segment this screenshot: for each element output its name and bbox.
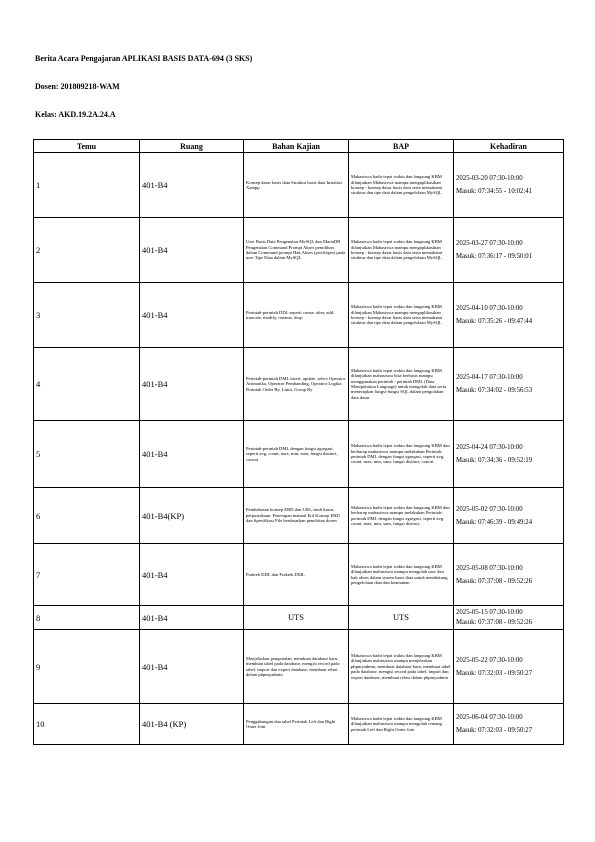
column-header-topic: Bahan Kajian (244, 140, 349, 153)
table-header-row (34, 140, 564, 153)
lecturer-label: Dosen: 201809218-WAM (35, 82, 120, 91)
attendance-text: Masuk: 07:34:55 - 10:02:41 (456, 188, 533, 195)
topic-cell: Konsep dasar basis data Struktur basis data Instalasi Xampp (244, 153, 349, 218)
attendance-cell (454, 630, 564, 704)
column-header-bap: BAP (349, 140, 454, 153)
bap-cell: Mahasiswa hadir tepat waktu dan langsung KBM dan berharap mahasiswa mampu melakukan Perintah-perintah DML dengan fungsi agregasi, seperti avg, count, max, min, sum, fungsi distinct, (349, 488, 454, 544)
column-header-attendance: Kehadiran (454, 140, 564, 153)
meeting-number: 1 (34, 153, 140, 218)
bap-cell: Mahasiswa hadir tepat waktu dan langsung KBM dilanjutkan mahasiswa bisa berbasis mampu menggunakan perintah - perintah DML (Data Manipulation Language) untuk mengolah data serta menerapkan fungsi-fungsi SQL dalam pengolahan data dasar (349, 348, 454, 421)
topic-cell: Perintah-perintah DML dengan fungsi agregasi, seperti avg, count, max, min, sum, fungsi distinct, concat (244, 421, 349, 488)
room-cell: 401-B4 (140, 544, 244, 606)
table-row (34, 488, 564, 544)
topic-cell: UTS (244, 606, 349, 630)
schedule-text: 2025-04-24 07:30-10:00 (456, 444, 523, 451)
bap-cell: Mahasiswa hadir tepat waktu dan langsung KBM dilanjutkan Mahasiswa mampu mengaplikasikan konsep - konsep dasar basis data serta memahami struktur dan tipe data dalam pengelolaan MySQL (349, 153, 454, 218)
attendance-cell (454, 283, 564, 348)
bap-cell: Mahasiswa hadir tepat waktu dan langsung KBM dilanjutkan Mahasiswa mampu mengaplikasikan konsep - konsep dasar basis data serta memahami struktur dan tipe data dalam pengelolaan MySQL (349, 283, 454, 348)
class-label: Kelas: AKD.19.2A.24.A (35, 110, 116, 119)
schedule-text: 2025-03-20 07:30-10:00 (456, 175, 523, 182)
teaching-report-table (33, 139, 564, 745)
meeting-number: 6 (34, 488, 140, 544)
table-row (34, 421, 564, 488)
attendance-cell (454, 704, 564, 745)
attendance-cell (454, 348, 564, 421)
table-row (34, 218, 564, 283)
meeting-number: 9 (34, 630, 140, 704)
schedule-text: 2025-03-27 07:30-10:00 (456, 240, 523, 247)
topic-cell: Penggabungan dua tabel Perintah Left dan Right Outer Join (244, 704, 349, 745)
room-cell: 401-B4 (140, 606, 244, 630)
meeting-number: 7 (34, 544, 140, 606)
bap-cell: Mahasiswa hadir tepat waktu dan langsung KBM dilanjutkan mahasiswa mampu mengolah tentang perintah Left dan Right Outer Join (349, 704, 454, 745)
meeting-number: 8 (34, 606, 140, 630)
schedule-text: 2025-05-08 07:30-10:00 (456, 564, 523, 572)
table-row (34, 283, 564, 348)
schedule-text: 2025-04-10 07:30-10:00 (456, 305, 523, 312)
column-header-meeting: Temu (34, 140, 140, 153)
meeting-number: 10 (34, 704, 140, 745)
topic-cell: Praktek DDL dan Praktek DML (244, 544, 349, 606)
table-row (34, 704, 564, 745)
bap-cell: Mahasiswa hadir tepat waktu dan langsung KBM dilanjutkan Mahasiswa mampu mengaplikasikan konsep - konsep dasar basis data serta memahami struktur dan tipe data dalam pengelolaan MySQL (349, 218, 454, 283)
schedule-text: 2025-06-04 07:30-10:00 (456, 714, 523, 721)
bap-cell: Mahasiswa hadir tepat waktu dan langsung KBM dilanjutkan mahasiswa mampu menjelaskan phpmyadmin, membuat database baru, membuat tabel pada database, mengisi record pada tabel, import dan export database, membuat relasi dalam phpmyadmin (349, 630, 454, 704)
room-cell: 401-B4 (140, 630, 244, 704)
room-cell: 401-B4 (140, 421, 244, 488)
attendance-text: Masuk: 07:35:26 - 09:47:44 (456, 318, 533, 325)
table-row (34, 606, 564, 630)
attendance-text: Masuk: 07:37:08 - 09:52:26 (456, 577, 533, 585)
schedule-text: 2025-04-17 07:30-10:00 (456, 374, 523, 381)
topic-cell: Perintah-perintah DML insert, update, select Operator Aritmatika, Operator Pembanding, Operator Logika Perintah Order By, Limit, Group By (244, 348, 349, 421)
room-cell: 401-B4 (140, 283, 244, 348)
topic-cell: Pembahasan konsep ERD dan LRS, studi kasus perpustakaan. Penerapan manual Erd Konsep ERD dan Spesifikasi File berdasarkan penelitian dosen (244, 488, 349, 544)
document-title: Berita Acara Pengajaran APLIKASI BASIS DATA-694 (3 SKS) (35, 54, 253, 63)
room-cell: 401-B4 (140, 348, 244, 421)
table-row (34, 153, 564, 218)
schedule-text: 2025-05-22 07:30-10:00 (456, 656, 523, 664)
attendance-cell (454, 544, 564, 606)
topic-cell: Perintah-perintah DDL seperti create, alter, add, truncate, modify, rename, drop (244, 283, 349, 348)
schedule-text: 2025-05-15 07:30-10:00 (456, 608, 523, 616)
schedule-text: 2025-05-02 07:30-10:00 (456, 505, 523, 513)
attendance-text: Masuk: 07:32:03 - 09:50:27 (456, 669, 533, 677)
attendance-cell (454, 606, 564, 630)
attendance-cell (454, 421, 564, 488)
bap-cell: UTS (349, 606, 454, 630)
room-cell: 401-B4 (140, 153, 244, 218)
attendance-text: Masuk: 07:37:08 - 09:52:26 (456, 618, 533, 626)
attendance-text: Masuk: 07:34:36 - 09:52:19 (456, 457, 533, 464)
attendance-cell (454, 488, 564, 544)
room-cell: 401-B4 (140, 218, 244, 283)
attendance-text: Masuk: 07:34:02 - 09:56:53 (456, 387, 533, 394)
meeting-number: 5 (34, 421, 140, 488)
room-cell: 401-B4 (KP) (140, 704, 244, 745)
table-row (34, 544, 564, 606)
meeting-number: 3 (34, 283, 140, 348)
table-row (34, 348, 564, 421)
attendance-text: Masuk: 07:32:03 - 09:50:27 (456, 727, 533, 734)
room-cell: 401-B4(KP) (140, 488, 244, 544)
topic-cell: Menjelaskan pengenalan, membuat database baru, membuat tabel pada database, mengisi record pada tabel, import dan export database, membuat relasi dalam phpmyadmin (244, 630, 349, 704)
meeting-number: 4 (34, 348, 140, 421)
topic-cell: User Basis Data Pengenalan MySQL dan MariaDB Pengenalan Command Prompt Akses pemilihan dalam Command prompt Hak Akses (privileges) pada user Tipe Data dalam MySQL (244, 218, 349, 283)
bap-cell: Mahasiswa hadir tepat waktu dan langsung KBM dilanjutkan mahasiswa mampu mengolah user dan hak akses dalam sistem basis data untuk mendukung pengelolaan data dan keamanan (349, 544, 454, 606)
table-row (34, 630, 564, 704)
attendance-cell (454, 218, 564, 283)
attendance-text: Masuk: 07:36:17 - 09:50:01 (456, 253, 533, 260)
attendance-text: Masuk: 07:46:39 - 09:49:24 (456, 518, 533, 526)
bap-cell: Mahasiswa hadir tepat waktu dan langsung KBM dan berharap mahasiswa mampu melakukan Perintah-perintah DML dengan fungsi agregasi, seperti avg, count, max, min, sum, fungsi distinct, concat (349, 421, 454, 488)
column-header-room: Ruang (140, 140, 244, 153)
attendance-cell (454, 153, 564, 218)
meeting-number: 2 (34, 218, 140, 283)
